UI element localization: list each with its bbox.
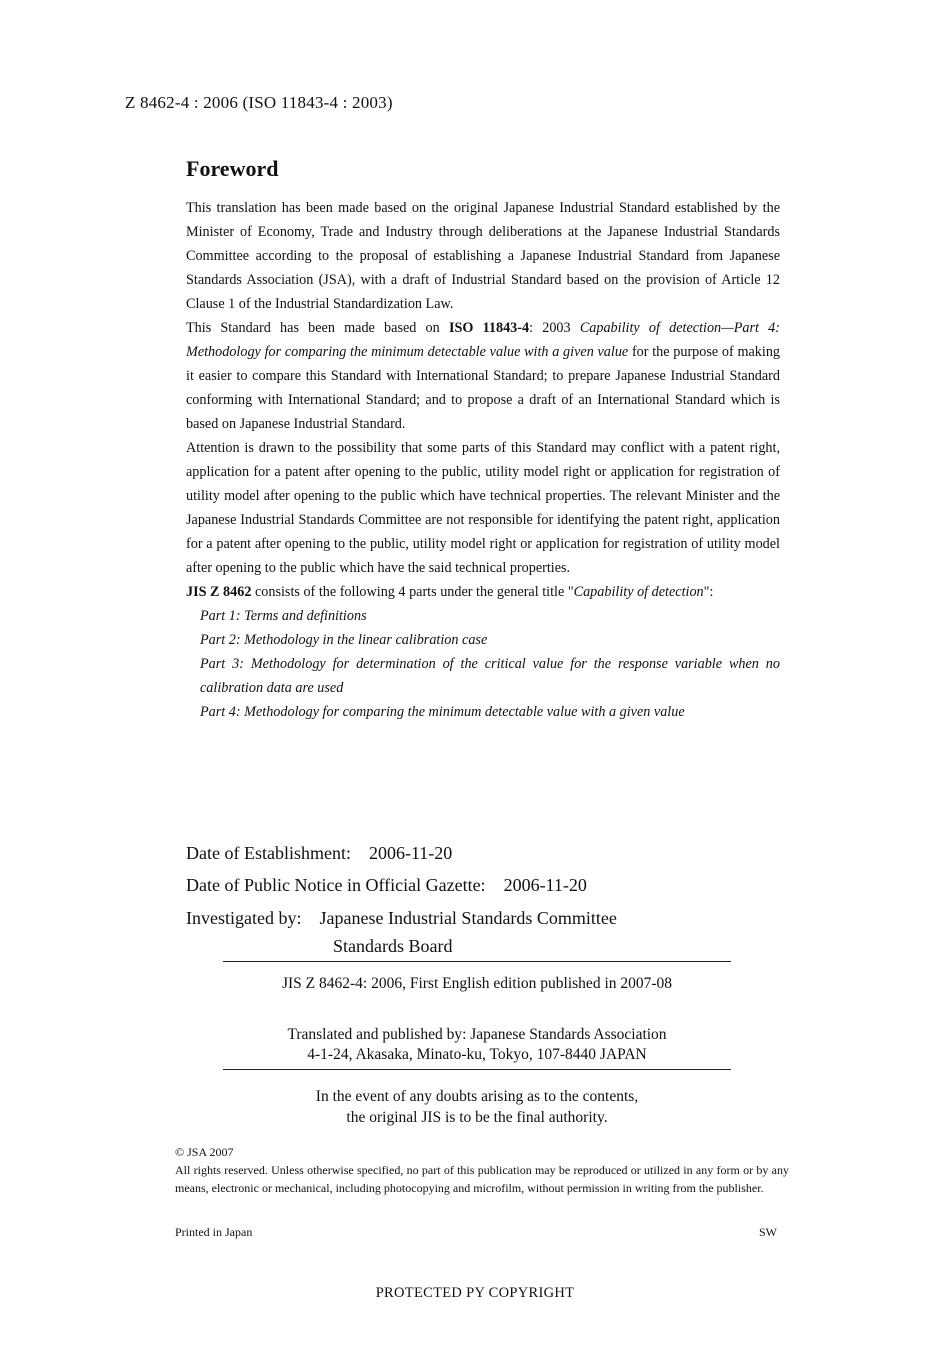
printed-in: Printed in Japan — [175, 1225, 253, 1239]
edition-line: JIS Z 8462-4: 2006, First English edition published in 2007-08 — [281, 975, 673, 992]
publisher-line: Translated and published by: Japanese Standards Association — [287, 1026, 667, 1043]
part-item-2: Part 2: Methodology in the linear calibration case — [200, 632, 488, 648]
establishment-value: 2006-11-20 — [368, 843, 453, 863]
paragraph-patent: Attention is drawn to the possibility that some parts of this Standard may conflict with a patent right, application for a patent after opening to the public, utility model right or application for registration of utility model after opening to the public which have technical properties. The relevant Minister and the Japanese Industrial Standards Committee are not responsible for identifying the patent right, application for a patent after opening to the public, utility model right or application for registration of utility model after opening to the public which have the said technical properties. — [186, 440, 780, 576]
jis-reference: JIS Z 8462 — [186, 584, 252, 600]
publisher-address: 4-1-24, Akasaka, Minato-ku, Tokyo, 107-8440 JAPAN — [307, 1046, 647, 1063]
part-item-1: Part 1: Terms and definitions — [200, 608, 367, 624]
establishment-date-row — [186, 843, 452, 864]
copyright-notice: © JSA 2007 — [175, 1145, 234, 1159]
public-notice-value: 2006-11-20 — [503, 875, 587, 895]
public-notice-label: Date of Public Notice in Official Gazette: — [186, 875, 486, 895]
public-notice-row — [186, 875, 587, 896]
part-item-3: Part 3: Methodology for determination of the critical value for the response variable when no calibration data are used — [200, 656, 780, 696]
parts-list — [186, 604, 780, 724]
part-item-4: Part 4: Methodology for comparing the minimum detectable value with a given value — [200, 704, 685, 720]
print-code: SW — [759, 1225, 777, 1239]
general-title: Capability of detection — [573, 584, 704, 600]
iso-title: Capability of detection—Part 4: Methodology for comparing the minimum detectable value with a given value — [186, 320, 780, 360]
investigated-label: Investigated by: — [186, 908, 302, 928]
page-title: Foreword — [186, 156, 279, 181]
investigated-row — [186, 908, 617, 929]
paragraph-translation-note: This translation has been made based on the original Japanese Industrial Standard established by the Minister of Economy, Trade and Industry through deliberations at the Japanese Industrial Standards Committee according to the proposal of establishing a Japanese Industrial Standard from Japanese Standards Association (JSA), with a draft of Industrial Standard based on the provision of Article 12 Clause 1 of the Industrial Standardization Law. — [186, 200, 780, 312]
investigated-board: Standards Board — [333, 936, 453, 956]
foreword-body — [186, 196, 780, 724]
basis-text-b: : 2003 — [529, 320, 580, 336]
parts-intro-text-b: ": — [703, 584, 714, 600]
rights-statement: All rights reserved. Unless otherwise specified, no part of this publication may be reproduced or utilized in any form or by any means, electronic or mechanical, including photocopying and microfilm, without permission in writing from the publisher. — [175, 1163, 789, 1195]
iso-reference: ISO 11843-4 — [448, 320, 530, 336]
investigated-value: Japanese Industrial Standards Committee — [319, 908, 617, 928]
paragraph-parts-intro — [186, 580, 780, 604]
parts-intro-text-a: consists of the following 4 parts under the general title " — [251, 584, 574, 600]
basis-text-c: for the purpose of making it easier to compare this Standard with International Standard; to prepare Japanese Industrial Standard conforming with International Standard; and to propose a draft of an International Standard which is based on Japanese Industrial Standard. — [186, 344, 781, 432]
basis-text-a: This Standard has been made based on — [186, 320, 449, 336]
divider-top — [223, 961, 731, 962]
footer-watermark: PROTECTED PY COPYRIGHT — [375, 1285, 575, 1301]
establishment-label: Date of Establishment: — [186, 843, 351, 863]
document-header: Z 8462-4 : 2006 (ISO 11843-4 : 2003) — [125, 93, 393, 112]
authority-note-line-1: In the event of any doubts arising as to the contents, — [315, 1088, 639, 1105]
paragraph-basis — [186, 316, 780, 436]
divider-bottom — [223, 1069, 731, 1070]
authority-note-line-2: the original JIS is to be the final authority. — [346, 1109, 608, 1126]
